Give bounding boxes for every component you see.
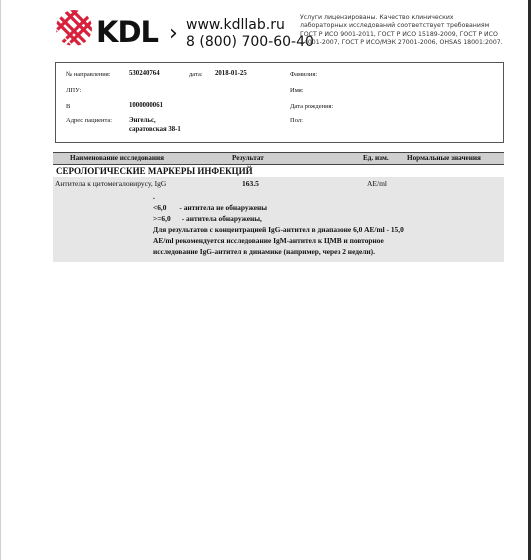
referral-label: № направления: [66,71,111,78]
license-line: ГОСТ Р ИСО 9001-2011, ГОСТ Р ИСО 15189-2009, ГОСТ Р ИСО [300,30,498,38]
note-line: Для результатов с концентрацией IgG-антител в диапазоне 6,0 AE/ml - 15,0 [153,225,404,234]
test-result: 163.5 [242,179,259,188]
section-title: СЕРОЛОГИЧЕСКИЕ МАРКЕРЫ ИНФЕКЦИЙ [56,166,253,176]
website-link[interactable]: www.kdllab.ru [186,17,285,33]
test-unit: AE/ml [367,179,387,188]
phone-number[interactable]: 8 (800) 700-60-40 [186,34,314,50]
chevron-right-icon: › [169,21,178,46]
col-test-name: Наименование исследования [70,154,165,162]
name-label: Имя: [290,87,304,94]
address-line: Энгельс, [129,117,156,124]
reference-note [153,191,493,257]
license-text [300,14,528,48]
kdl-logo-icon [54,8,94,48]
date-label: дата: [189,71,203,78]
referral-number: 530240764 [129,70,160,77]
note-line: исследование IgG-антител в динамике (например, через 2 недели). [153,247,375,256]
note-line: >=6,0 - антитела обнаружены, [153,214,262,223]
date-value: 2018-01-25 [215,70,247,77]
col-unit: Ед. изм. [363,154,389,162]
address-line: саратовская 38-1 [129,126,181,133]
birth-date-label: Дата рождения: [290,103,334,110]
results-table-header [53,152,504,165]
v-label: В [66,103,71,110]
col-result: Результат [232,154,264,162]
license-line: 14001-2007, ГОСТ Р ИСО/МЭК 27001-2006, OHSAS 18001:2007. [300,39,503,47]
surname-label: Фамилия: [290,71,318,78]
address-label: Адрес пациента: [66,117,113,124]
note-line: . [153,192,155,201]
brand-name: KDL [96,15,159,49]
license-line: Услуги лицензированы. Качество клинических [300,14,454,21]
col-normal-values: Нормальные значения [407,154,481,162]
sex-label: Пол: [290,117,303,124]
note-line: AE/ml рекомендуется исследование IgM-антител к ЦМВ и повторное [153,236,384,245]
page-edge-left [0,0,1,560]
patient-info-box [55,62,504,143]
v-value: 1000000061 [129,102,163,109]
license-line: лабораторных исследований соответствует требованиям [300,22,490,30]
test-name: Антитела к цитомегаловирусу, IgG [55,179,167,188]
lpu-label: ЛПУ: [66,87,82,94]
note-line: <6,0 - антитела не обнаружены [153,203,268,212]
